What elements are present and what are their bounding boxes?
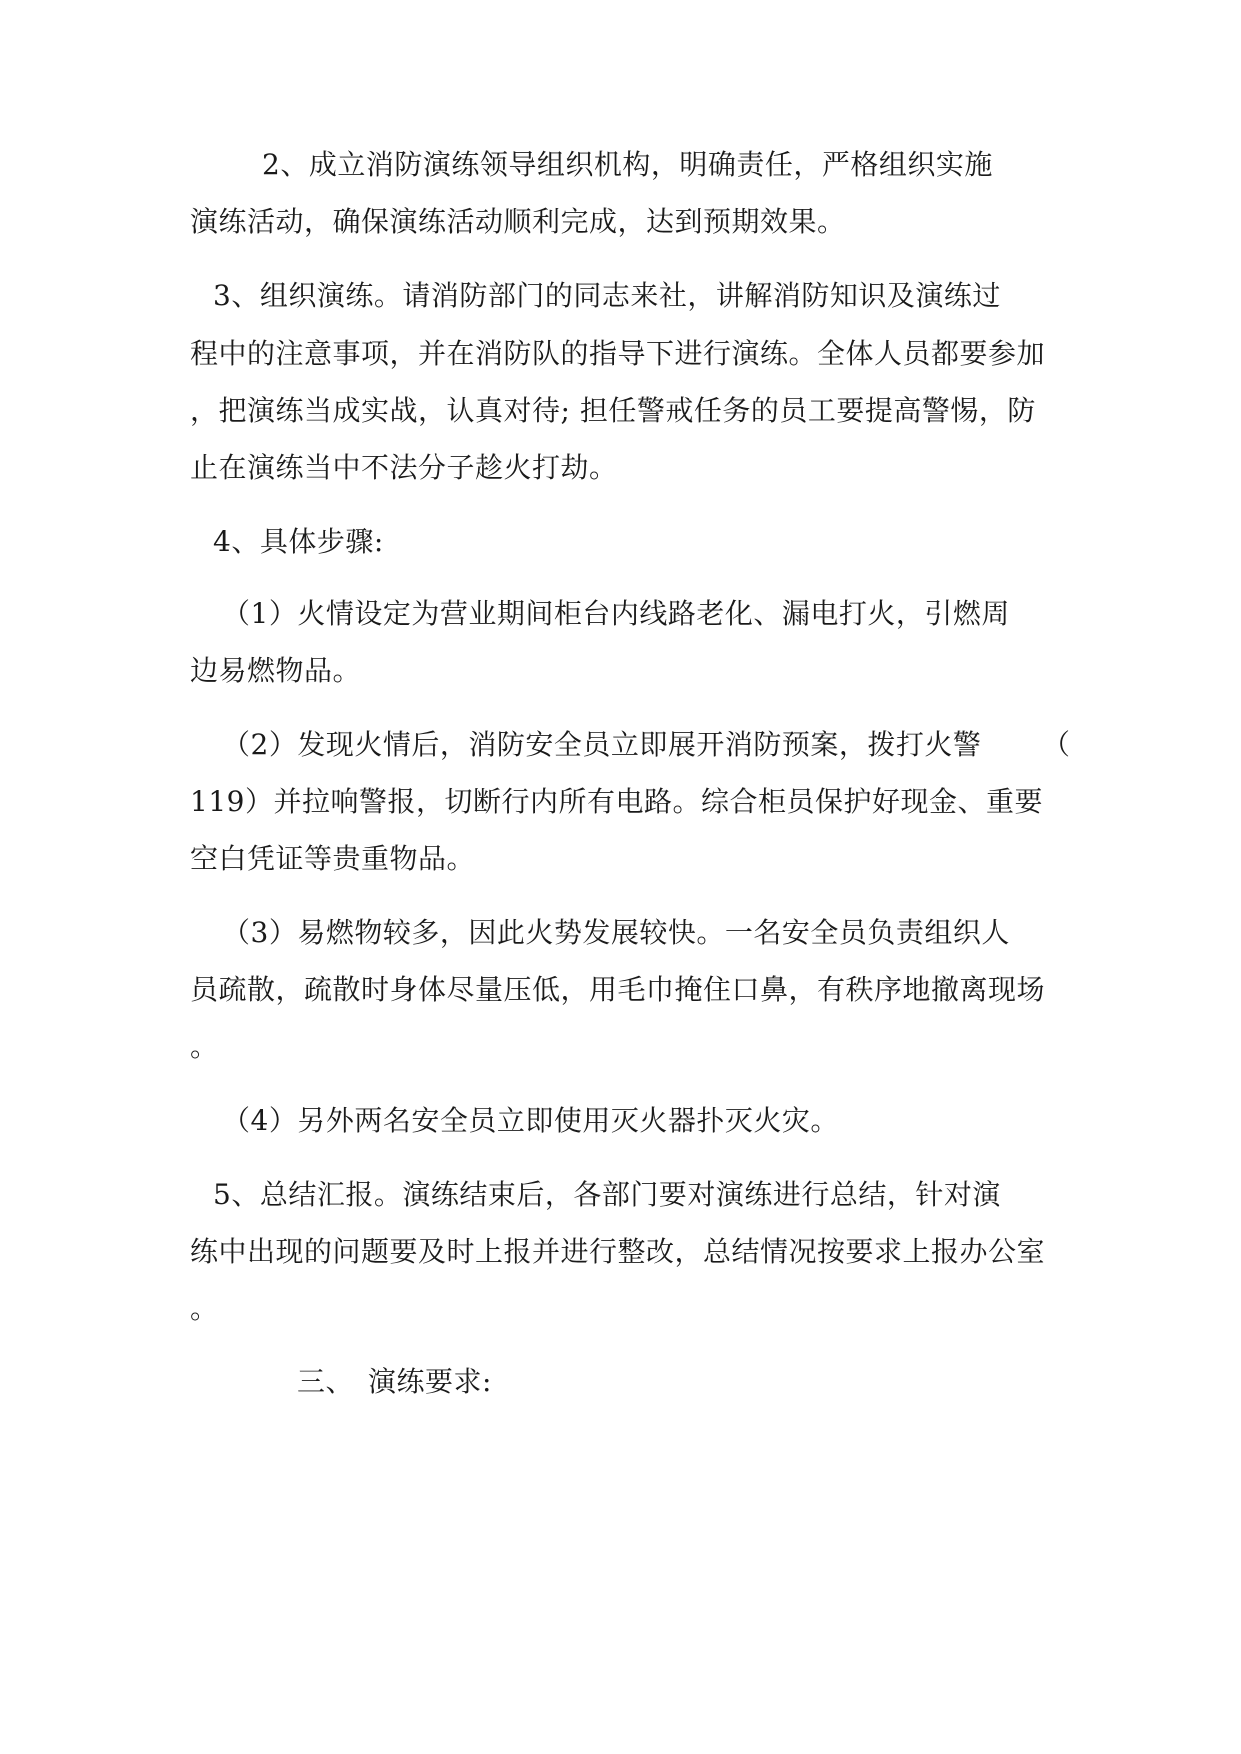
text-line: （2）发现火情后，消防安全员立即展开消防预案，拨打火警: [222, 728, 982, 761]
text-line: ，把演练当成实战，认真对待; 担任警戒任务的员工要提高警惕，防: [190, 394, 1036, 427]
text-line: 演练活动，确保演练活动顺利完成，达到预期效果。: [190, 205, 846, 238]
text-line: 。: [190, 1292, 219, 1325]
text-line: 练中出现的问题要及时上报并进行整改，总结情况按要求上报办公室: [190, 1235, 1046, 1268]
text-line: （: [1042, 728, 1071, 761]
text-line: 4、具体步骤:: [213, 525, 384, 558]
text-line: 空白凭证等贵重物品。: [190, 842, 476, 875]
text-line: 119）并拉响警报，切断行内所有电路。综合柜员保护好现金、重要: [190, 785, 1043, 818]
text-line: 员疏散，疏散时身体尽量压低，用毛巾掩住口鼻，有秩序地撤离现场: [190, 973, 1046, 1006]
text-line: 3、组织演练。请消防部门的同志来社，讲解消防知识及演练过: [213, 279, 1001, 312]
section-number: 三、: [297, 1365, 355, 1398]
text-line: 5、总结汇报。演练结束后，各部门要对演练进行总结，针对演: [213, 1178, 1001, 1211]
text-line: 。: [190, 1030, 219, 1063]
text-line: 程中的注意事项，并在消防队的指导下进行演练。全体人员都要参加: [190, 337, 1046, 370]
text-line: 止在演练当中不法分子趁火打劫。: [190, 451, 618, 484]
text-line: （3）易燃物较多，因此火势发展较快。一名安全员负责组织人: [222, 916, 1010, 949]
text-line: （4）另外两名安全员立即使用灭火器扑灭火灾。: [222, 1104, 839, 1137]
text-line: 2、成立消防演练领导组织机构，明确责任，严格组织实施: [262, 148, 993, 181]
text-line: 边易燃物品。: [190, 654, 362, 687]
section-title: 演练要求:: [368, 1365, 492, 1398]
text-line: （1）火情设定为营业期间柜台内线路老化、漏电打火，引燃周: [222, 597, 1010, 630]
